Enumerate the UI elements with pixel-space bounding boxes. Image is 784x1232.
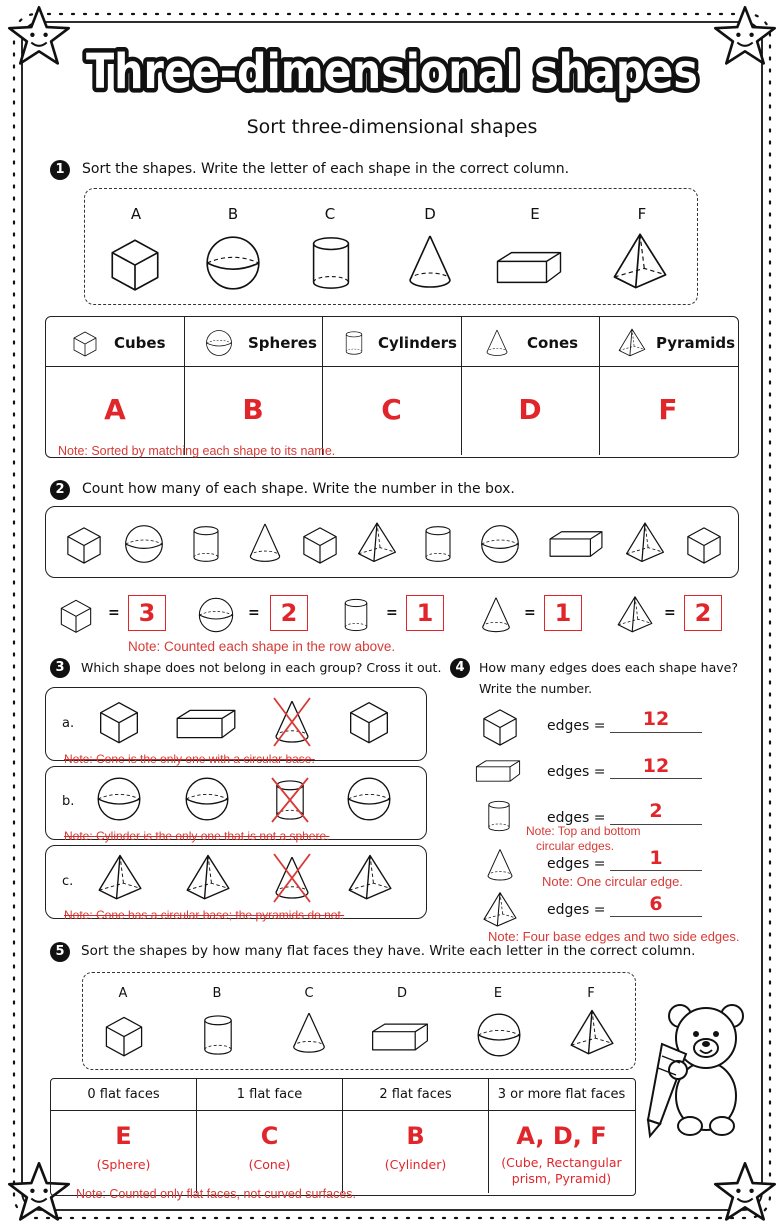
q5-instruction: Sort the shapes by how many flat faces they have. Write each letter in the correct column. — [81, 943, 696, 959]
q5-letter: E — [493, 986, 503, 1001]
cube-icon — [682, 522, 726, 566]
pyramid-icon — [616, 327, 648, 359]
q5-shape-panel — [82, 972, 636, 1070]
answer-sub-sphere: (Sphere) — [96, 1157, 151, 1172]
cone-icon — [476, 593, 516, 637]
sphere-icon — [182, 774, 232, 824]
q1-letter: E — [530, 205, 540, 223]
pyramid-icon — [614, 593, 656, 637]
equals-sign: = — [248, 605, 260, 621]
col-cylinders-header: Cylinders — [378, 334, 457, 352]
q5-letter: B — [212, 986, 222, 1001]
col-cones-header: Cones — [527, 334, 579, 352]
edges-cylinder-answer: 2 — [649, 800, 663, 822]
edges-label: edges = — [547, 764, 606, 780]
q3-note-c: Note: Cone has a circular base; the pyramids do not. — [64, 908, 345, 922]
rectangular-prism-icon — [494, 245, 564, 290]
pyramid-icon — [182, 852, 234, 904]
q5-letter: C — [304, 986, 314, 1001]
sphere-icon — [204, 328, 234, 358]
cone-icon — [482, 844, 518, 886]
answer-cylinders: C — [381, 393, 402, 426]
answer-sub-multi-2: prism, Pyramid) — [511, 1171, 612, 1186]
q4-instruction: How many edges does each shape have? — [479, 660, 738, 675]
sphere-icon — [202, 232, 264, 294]
table-rule — [322, 317, 323, 455]
cube-icon — [104, 232, 166, 294]
answer-3plus-faces: A, D, F — [516, 1122, 607, 1150]
answer-cones: D — [518, 393, 542, 426]
answer-sub-cone: (Cone) — [248, 1157, 291, 1172]
count-pyramids: 2 — [684, 595, 722, 631]
cylinder-icon — [302, 232, 360, 294]
col-cubes-header: Cubes — [114, 334, 166, 352]
q3-instruction: Which shape does not belong in each group? Cross it out. — [81, 660, 442, 675]
q1-letter: B — [227, 205, 239, 223]
col-2-faces-header: 2 flat faces — [379, 1087, 452, 1102]
edges-answer-line — [610, 778, 702, 779]
table-rule — [51, 1110, 635, 1111]
q5-number: 5 — [50, 942, 70, 962]
q3-label-b: b. — [62, 794, 75, 809]
answer-0-faces: E — [115, 1122, 132, 1150]
sphere-icon — [122, 522, 166, 566]
equals-sign: = — [664, 605, 676, 621]
edges-cube-answer: 12 — [642, 708, 670, 730]
answer-cubes: A — [104, 393, 126, 426]
table-rule — [461, 317, 462, 455]
q4-note-cone: Note: One circular edge. — [542, 874, 683, 889]
q4-note-pyramid: Note: Four base edges and two side edges. — [488, 929, 740, 944]
cube-icon — [62, 522, 106, 566]
edges-answer-line — [610, 916, 702, 917]
count-cylinders: 1 — [406, 595, 444, 631]
rectangular-prism-icon — [368, 1018, 432, 1056]
sphere-icon — [474, 1010, 524, 1060]
pyramid-icon — [608, 230, 672, 294]
cube-icon — [344, 696, 394, 746]
sphere-icon — [94, 774, 144, 824]
answer-spheres: B — [242, 393, 264, 426]
q1-shape-panel — [84, 188, 698, 305]
q4-number: 4 — [450, 658, 470, 678]
q5-letter: F — [587, 986, 595, 1001]
cube-icon — [298, 522, 342, 566]
page-title — [70, 30, 714, 106]
page-subtitle: Sort three-dimensional shapes — [246, 116, 538, 138]
q4-note-cylinder-a: Note: Top and bottom — [526, 824, 641, 838]
col-3plus-faces-header: 3 or more flat faces — [497, 1087, 626, 1102]
q1-number: 1 — [50, 160, 70, 180]
cone-icon — [400, 230, 460, 294]
edges-pyramid-answer: 6 — [649, 893, 663, 915]
q1-letter: F — [637, 205, 647, 223]
cylinder-icon — [418, 522, 458, 566]
cube-icon — [70, 328, 100, 358]
pyramid-icon — [354, 520, 400, 566]
pyramid-icon — [622, 520, 668, 566]
q2-note: Note: Counted each shape in the row above. — [128, 639, 396, 654]
col-pyramids-header: Pyramids — [656, 334, 736, 352]
col-1-face-header: 1 flat face — [236, 1087, 303, 1102]
cone-icon — [268, 850, 316, 906]
svg-text:Three-dimensional shapes: Three-dimensional shapes — [86, 44, 698, 100]
rectangular-prism-icon — [174, 704, 238, 744]
answer-2-faces: B — [406, 1122, 425, 1150]
count-spheres: 2 — [270, 595, 308, 631]
q3-note-b: Note: Cylinder is the only one that is not a sphere. — [64, 829, 330, 843]
answer-sub-cylinder: (Cylinder) — [384, 1157, 447, 1172]
count-cones: 1 — [544, 595, 582, 631]
cylinder-icon — [341, 328, 367, 358]
answer-pyramids: F — [658, 393, 678, 426]
col-spheres-header: Spheres — [248, 334, 317, 352]
col-0-faces-header: 0 flat faces — [87, 1087, 160, 1102]
equals-sign: = — [524, 605, 536, 621]
pyramid-icon — [344, 852, 396, 904]
q1-letter: D — [424, 205, 436, 223]
equals-sign: = — [108, 605, 120, 621]
q1-letter: C — [324, 205, 336, 223]
star-icon — [712, 1160, 778, 1226]
sphere-icon — [344, 774, 394, 824]
edges-label: edges = — [547, 718, 606, 734]
answer-sub-multi-1: (Cube, Rectangular — [501, 1155, 622, 1170]
q5-letter: A — [118, 986, 128, 1001]
edges-label: edges = — [547, 902, 606, 918]
edges-answer-line — [610, 870, 702, 871]
edges-label: edges = — [547, 810, 606, 826]
equals-sign: = — [386, 605, 398, 621]
pyramid-icon — [480, 890, 520, 930]
q2-number: 2 — [50, 480, 70, 500]
answer-1-face: C — [260, 1122, 279, 1150]
q3-label-c: c. — [62, 874, 74, 889]
q1-letter: A — [130, 205, 142, 223]
cube-icon — [56, 595, 96, 635]
q5-letter: D — [396, 986, 407, 1001]
bear-mascot-icon — [640, 996, 750, 1138]
cube-icon — [100, 1010, 148, 1060]
table-rule — [184, 317, 185, 455]
q5-note: Note: Counted only flat faces, not curved surfaces. — [76, 1187, 357, 1201]
cone-icon — [482, 327, 512, 359]
cylinder-icon — [186, 522, 226, 566]
q1-note: Note: Sorted by matching each shape to its name. — [58, 444, 336, 458]
edges-prism-answer: 12 — [642, 755, 670, 777]
cone-icon — [268, 694, 316, 750]
table-rule — [599, 317, 600, 455]
cylinder-icon — [268, 774, 312, 826]
q2-instruction: Count how many of each shape. Write the number in the box. — [82, 481, 515, 497]
rectangular-prism-icon — [474, 756, 522, 786]
edges-cone-answer: 1 — [649, 847, 663, 869]
q4-note-cylinder-b: circular edges. — [536, 839, 615, 853]
cone-icon — [243, 520, 287, 566]
count-cubes: 3 — [128, 595, 166, 631]
cube-icon — [94, 696, 144, 746]
edges-answer-line — [610, 732, 702, 733]
cube-icon — [478, 704, 522, 748]
q3-label-a: a. — [62, 716, 75, 731]
q3-number: 3 — [50, 658, 70, 678]
cylinder-icon — [196, 1010, 240, 1060]
q1-instruction: Sort the shapes. Write the letter of each shape in the correct column. — [82, 161, 570, 177]
sphere-icon — [196, 595, 236, 635]
table-rule — [46, 366, 738, 367]
cylinder-icon — [482, 796, 516, 836]
pyramid-icon — [566, 1006, 618, 1060]
cylinder-icon — [338, 595, 374, 635]
rectangular-prism-icon — [546, 526, 606, 562]
cone-icon — [286, 1006, 332, 1060]
sphere-icon — [478, 522, 522, 566]
star-icon — [712, 4, 778, 70]
edges-label: edges = — [547, 856, 606, 872]
pyramid-icon — [94, 852, 146, 904]
q4-instruction-2: Write the number. — [479, 681, 593, 696]
star-icon — [6, 4, 72, 70]
q3-note-a: Note: Cone is the only one with a circular base. — [64, 752, 315, 766]
